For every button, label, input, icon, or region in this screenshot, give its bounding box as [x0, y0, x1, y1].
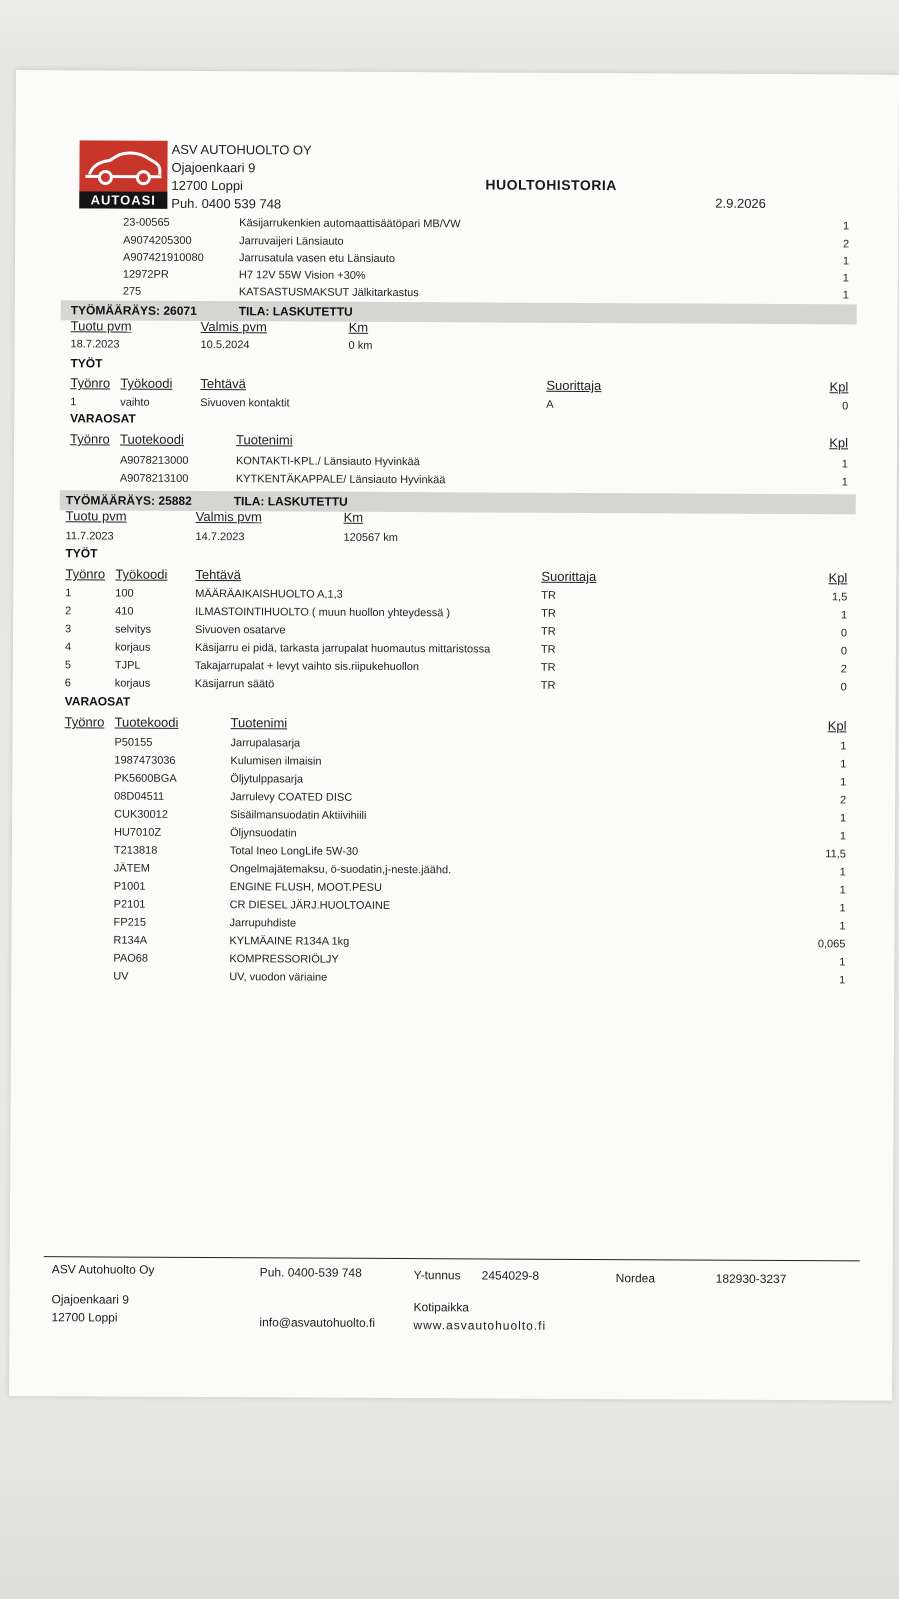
parts-header-code: Tuotekoodi [120, 431, 184, 447]
car-logo-icon [79, 140, 167, 192]
work-row-code: korjaus [114, 641, 151, 654]
parts-header-nro: Työnro [64, 714, 105, 730]
footer-phone: Puh. 0400-539 748 [259, 1265, 362, 1280]
carry-part-name: Käsijarrukenkien automaattisäätöpari MB/VW [239, 217, 461, 231]
part-row-qty: 1 [839, 812, 847, 825]
part-row-qty: 1 [839, 830, 847, 843]
header-tuotu-pvm: Tuotu pvm [65, 508, 127, 524]
part-row-name: Ongelmajätemaksu, ö-suodatin,j-neste.jäähd. [229, 863, 452, 877]
carry-part-qty: 1 [842, 289, 849, 302]
parts-header-qty: Kpl [827, 718, 847, 734]
works-header-nro: Työnro [65, 566, 106, 582]
work-row-by: A [546, 398, 554, 411]
part-row-name: KYLMÄAINE R134A 1kg [229, 935, 350, 948]
document-title: HUOLTOHISTORIA [485, 176, 617, 194]
part-row-name: Öljytulppasarja [230, 773, 304, 786]
work-row-nro: 5 [64, 659, 72, 672]
works-header-qty: Kpl [828, 570, 848, 586]
work-row-qty: 0 [840, 645, 847, 658]
company-phone: Puh. 0400 539 748 [171, 195, 282, 212]
works-header-task: Tehtävä [200, 375, 246, 392]
work-row-code: korjaus [114, 677, 151, 690]
carry-part-qty: 1 [843, 220, 850, 233]
header-valmis-pvm: Valmis pvm [195, 508, 262, 525]
work-row-task: Käsijarrun säätö [194, 677, 275, 691]
part-row-name: Sisäilmansuodatin Aktiivihiili [230, 809, 367, 822]
part-row-code: PAO68 [113, 952, 149, 965]
work-row-by: TR [541, 625, 556, 638]
work-order-status: TILA: LASKUTETTU [233, 494, 348, 509]
part-row-qty: 1 [839, 866, 846, 879]
part-row-qty: 1 [839, 956, 846, 969]
part-row-code: CUK30012 [114, 808, 168, 821]
work-row-qty: 2 [840, 663, 847, 676]
work-row-task: Takajarrupalat + levyt vaihto sis.riipukehuollon [194, 659, 420, 674]
works-section-title: TYÖT [65, 546, 98, 561]
carry-part-qty: 1 [842, 272, 849, 285]
works-header-nro: Työnro [70, 375, 111, 391]
part-row-code: R134A [113, 934, 148, 947]
works-header-by: Suorittaja [546, 377, 602, 394]
part-row-qty: 1 [841, 458, 848, 471]
works-header-code: Työkoodi [115, 566, 168, 582]
footer-city: 12700 Loppi [51, 1310, 118, 1325]
part-row-code: FP215 [113, 916, 146, 929]
footer-ytunnus: 2454029-8 [481, 1268, 540, 1283]
company-logo [79, 140, 167, 208]
work-order-status: TILA: LASKUTETTU [238, 304, 353, 319]
part-row-code: UV [113, 970, 129, 983]
header-km: Km [343, 509, 364, 525]
carry-part-name: Jarruvaijeri Länsiauto [239, 235, 344, 248]
carry-part-name: Jarrusatula vasen etu Länsiauto [238, 252, 395, 265]
work-row-qty: 0 [840, 681, 847, 694]
work-row-nro: 4 [64, 641, 72, 654]
km-value: 0 km [348, 339, 373, 352]
parts-header-qty: Kpl [829, 435, 849, 451]
part-row-code: P1001 [113, 880, 146, 893]
work-row-code: selvitys [115, 623, 152, 636]
part-row-code: T213818 [113, 844, 158, 857]
part-row-name: Kulumisen ilmaisin [230, 755, 322, 768]
work-row-task: Sivuoven kontaktit [200, 396, 290, 410]
work-row-by: TR [541, 607, 556, 620]
part-row-qty: 1 [841, 476, 848, 489]
part-row-code: A9078213100 [119, 472, 189, 485]
part-row-name: Jarrulevy COATED DISC [230, 791, 353, 804]
part-row-qty: 1 [839, 974, 846, 987]
footer-email: info@asvautohuolto.fi [259, 1315, 376, 1330]
part-row-code: HU7010Z [113, 826, 162, 839]
footer-bank: Nordea [615, 1271, 656, 1286]
works-header-by: Suorittaja [541, 568, 597, 585]
tuotu-pvm-value: 18.7.2023 [70, 338, 120, 351]
part-row-qty: 0,065 [817, 938, 846, 951]
part-row-name: ENGINE FLUSH, MOOT.PESU [229, 881, 382, 894]
part-row-code: PK5600BGA [114, 772, 177, 785]
valmis-pvm-value: 14.7.2023 [195, 530, 245, 544]
work-row-code: 100 [115, 587, 134, 600]
part-row-name: Jarrupuhdiste [229, 917, 297, 930]
carry-part-code: 23-00565 [123, 216, 170, 229]
footer-divider [44, 1256, 860, 1261]
part-row-code: P2101 [113, 898, 146, 911]
part-row-qty: 1 [840, 740, 847, 753]
carry-part-qty: 2 [842, 238, 850, 251]
part-row-code: A9078213000 [119, 454, 189, 467]
work-row-task: ILMASTOINTIHUOLTO ( muun huollon yhteydessä ) [195, 605, 451, 620]
work-row-code: TJPL [114, 659, 141, 672]
work-row-task: Sivuoven osatarve [195, 623, 286, 637]
part-row-qty: 1 [840, 758, 847, 771]
document-page [9, 70, 899, 1401]
part-row-name: KOMPRESSORIÖLJY [229, 953, 339, 966]
parts-section-title: VARAOSAT [64, 694, 131, 709]
parts-header-nro: Työnro [70, 431, 110, 447]
carry-part-code: A9074205300 [123, 234, 192, 247]
work-row-task: MÄÄRÄAIKAISHUOLTO A,1,3 [195, 587, 343, 601]
header-tuotu-pvm: Tuotu pvm [70, 318, 132, 334]
part-row-name: KONTAKTI-KPL./ Länsiauto Hyvinkää [235, 455, 420, 469]
work-row-by: TR [540, 661, 556, 674]
part-row-code: 08D04511 [114, 790, 165, 803]
part-row-code: P50155 [114, 736, 153, 749]
part-row-name: CR DIESEL JÄRJ.HUOLTOAINE [229, 899, 391, 912]
part-row-name: Total Ineo LongLife 5W-30 [229, 845, 359, 858]
footer-kotipaikka-label: Kotipaikka [413, 1300, 469, 1315]
part-row-qty: 1 [840, 776, 847, 789]
work-row-nro: 1 [65, 587, 72, 600]
work-row-nro: 1 [70, 396, 77, 409]
work-row-by: TR [540, 679, 556, 692]
work-row-nro: 3 [65, 623, 72, 636]
parts-header-name: Tuotenimi [236, 432, 293, 448]
company-street: Ojajoenkaari 9 [171, 159, 256, 176]
work-row-code: vaihto [120, 396, 150, 409]
carry-part-code: A907421910080 [122, 251, 204, 264]
part-row-name: Jarrupalasarja [230, 737, 301, 750]
valmis-pvm-value: 10.5.2024 [200, 338, 250, 352]
footer-company: ASV Autohuolto Oy [51, 1262, 155, 1277]
work-row-task: Käsijarru ei pidä, tarkasta jarrupalat huomautus mittaristossa [194, 641, 491, 656]
document-date: 2.9.2026 [715, 195, 766, 211]
part-row-qty: 1 [839, 884, 846, 897]
footer-ytunnus-label: Y-tunnus [413, 1268, 461, 1283]
work-row-code: 410 [115, 605, 134, 618]
header-valmis-pvm: Valmis pvm [200, 318, 267, 335]
part-row-qty: 1 [839, 920, 846, 933]
part-row-qty: 1 [839, 902, 846, 915]
work-row-by: TR [541, 589, 556, 602]
work-order-number: TYÖMÄÄRÄYS: 25882 [65, 493, 192, 508]
tuotu-pvm-value: 11.7.2023 [65, 530, 114, 543]
part-row-name: Öljynsuodatin [229, 827, 297, 840]
header-km: Km [348, 319, 369, 335]
parts-section-title: VARAOSAT [70, 411, 136, 426]
carry-part-code: 12972PR [122, 268, 169, 281]
company-city: 12700 Loppi [171, 177, 244, 194]
logo-text: AUTOASI [79, 191, 167, 208]
work-row-by: TR [540, 643, 556, 656]
km-value: 120567 km [343, 531, 399, 545]
parts-header-code: Tuotekoodi [114, 714, 179, 730]
works-section-title: TYÖT [70, 356, 103, 371]
works-header-task: Tehtävä [195, 566, 241, 583]
carry-part-qty: 1 [842, 255, 850, 268]
work-row-nro: 2 [65, 605, 72, 618]
work-row-qty: 0 [842, 400, 849, 413]
carry-part-code: 275 [122, 285, 142, 298]
works-header-qty: Kpl [829, 379, 849, 395]
work-row-qty: 1,5 [831, 591, 848, 604]
part-row-name: UV, vuodon väriaine [229, 971, 328, 984]
part-row-name: KYTKENTÄKAPPALE/ Länsiauto Hyvinkää [235, 473, 446, 487]
part-row-qty: 11,5 [825, 848, 846, 861]
parts-header-name: Tuotenimi [230, 715, 288, 731]
work-row-qty: 1 [840, 609, 848, 622]
carry-part-name: H7 12V 55W Vision +30% [238, 269, 366, 282]
company-name: ASV AUTOHUOLTO OY [171, 141, 312, 158]
carry-part-name: KATSASTUSMAKSUT Jälkitarkastus [238, 286, 419, 300]
footer-account: 182930-3237 [715, 1271, 787, 1287]
footer-street: Ojajoenkaari 9 [51, 1292, 129, 1307]
part-row-code: 1987473036 [114, 754, 176, 767]
part-row-code: JÄTEM [113, 862, 150, 875]
work-row-nro: 6 [64, 677, 71, 690]
part-row-qty: 2 [840, 794, 847, 807]
work-order-number: TYÖMÄÄRÄYS: 26071 [70, 303, 197, 318]
works-header-code: Työkoodi [120, 375, 173, 391]
work-row-qty: 0 [840, 627, 848, 640]
footer-web: www.asvautohuolto.fi [413, 1318, 547, 1333]
